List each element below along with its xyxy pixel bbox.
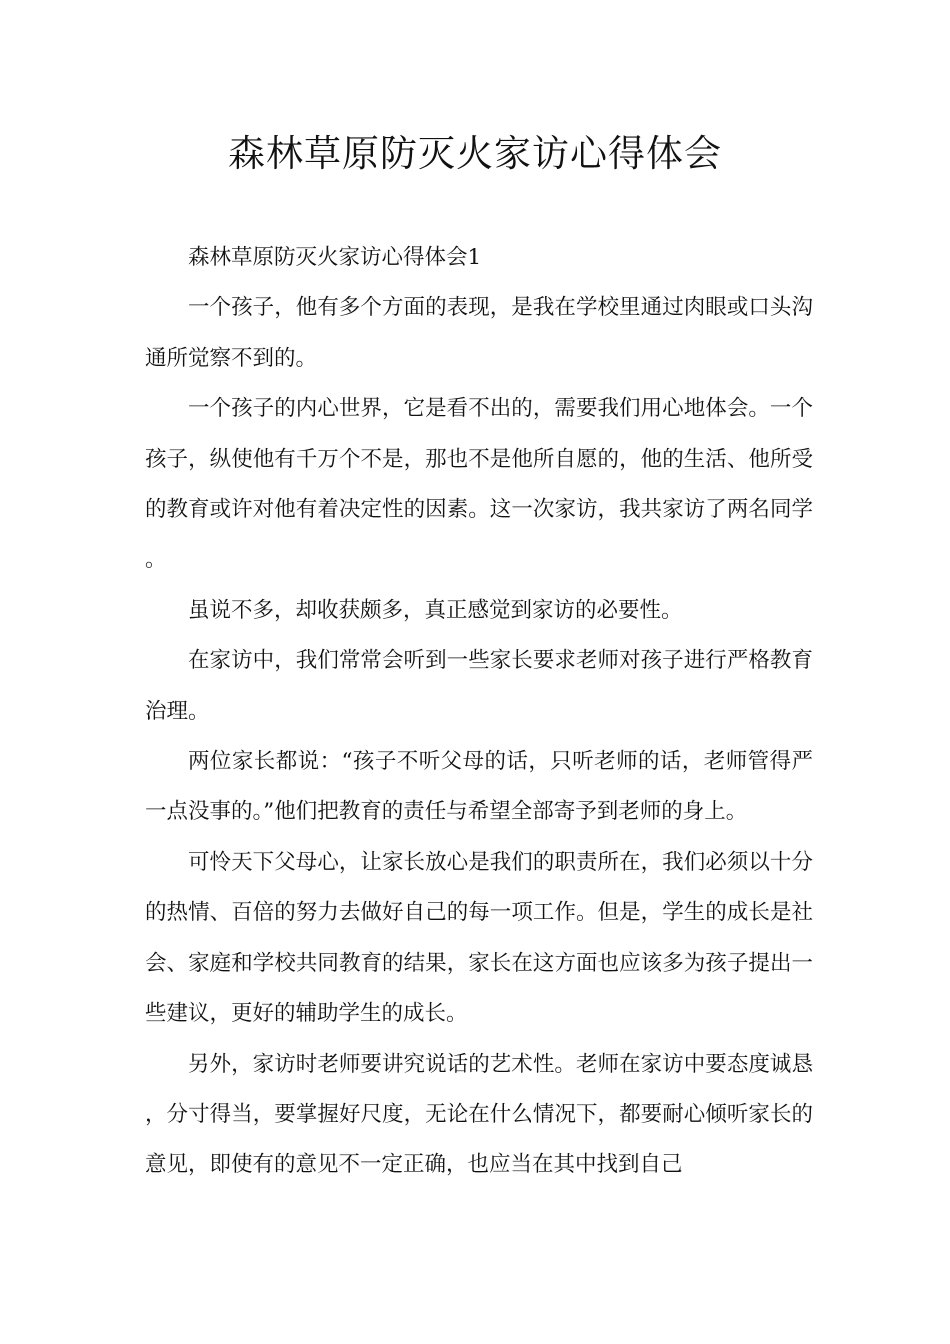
paragraph: 一个孩子，他有多个方面的表现，是我在学校里通过肉眼或口头沟通所觉察不到的。: [145, 295, 813, 371]
paragraph: 另外，家访时老师要讲究说话的艺术性。老师在家访中要态度诚恳，分寸得当，要掌握好尺度，无论在什么情况下，都要耐心倾听家长的意见，即使有的意见不一定正确，也应当在其中找到自己: [145, 1051, 813, 1178]
paragraph: 在家访中，我们常常会听到一些家长要求老师对孩子进行严格教育治理。: [145, 648, 813, 724]
document-body: [145, 233, 813, 1191]
document-title: 森林草原防灭火家访心得体会: [228, 132, 722, 175]
paragraph-subtitle: 森林草原防灭火家访心得体会1: [188, 245, 482, 270]
paragraph: 一个孩子的内心世界，它是看不出的，需要我们用心地体会。一个孩子，纵使他有千万个不是，那也不是他所自愿的，他的生活、他所受的教育或许对他有着决定性的因素。这一次家访，我共家访了两名同学。: [145, 396, 813, 573]
paragraph: 可怜天下父母心，让家长放心是我们的职责所在，我们必须以十分的热情、百倍的努力去做好自己的每一项工作。但是，学生的成长是社会、家庭和学校共同教育的结果，家长在这方面也应该多为孩子提出一些建议，更好的辅助学生的成长。: [145, 849, 813, 1027]
paragraph: 虽说不多，却收获颇多，真正感觉到家访的必要性。: [188, 597, 683, 623]
paragraph: 两位家长都说：“孩子不听父母的话，只听老师的话，老师管得严一点没事的。”他们把教育的责任与希望全部寄予到老师的身上。: [145, 749, 813, 825]
